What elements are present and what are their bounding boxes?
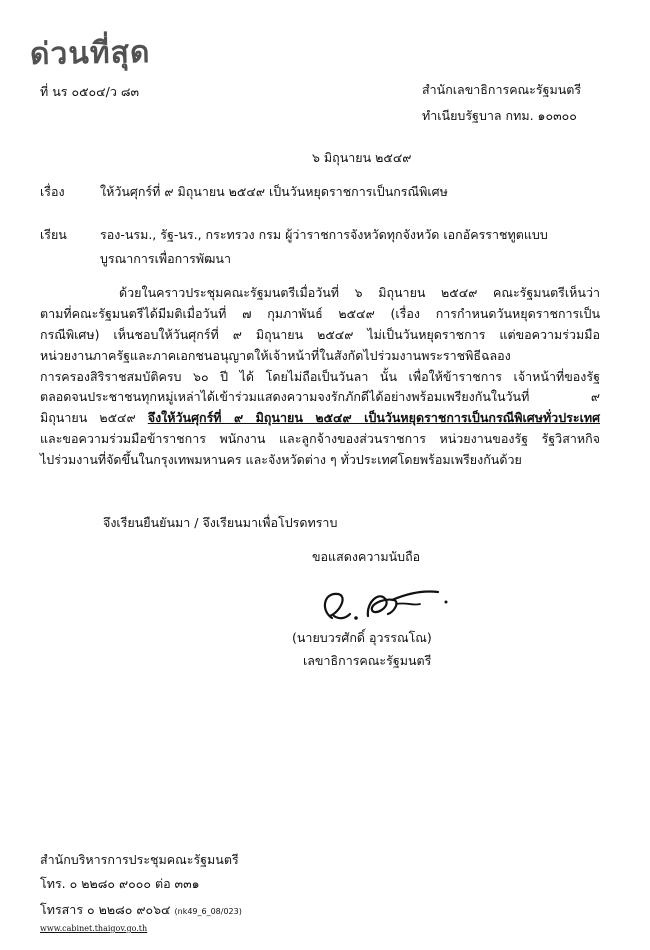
letter-date: ๖ มิถุนายน ๒๕๔๙ (312, 150, 412, 165)
reference-number: ที่ นร ๐๕๐๔/ว ๘๓ (40, 84, 140, 99)
footer-website: www.cabinet.thaigov.go.th (40, 924, 148, 933)
sender-address: ทำเนียบรัฐบาล กทม. ๑๐๓๐๐ (422, 108, 577, 123)
addressee-label: เรียน (40, 227, 67, 242)
body-line (40, 408, 600, 429)
regards: ขอแสดงความนับถือ (312, 549, 421, 564)
closing-phrase: จึงเรียนยืนยันมา / จึงเรียนมาเพื่อโปรดทราบ (103, 515, 338, 530)
body-line: กรณีพิเศษ) เห็นชอบให้วันศุกร์ที่ ๙ มิถุนายน ๒๕๔๙ ไม่เป็นวันหยุดราชการ แต่ขอความร่วมมือ (40, 326, 600, 342)
holiday-announcement: จึงให้วันศุกร์ที่ ๙ มิถุนายน ๒๕๔๙ เป็นวันหยุดราชการเป็นกรณีพิเศษทั่วประเทศ (147, 410, 601, 426)
signatory-title: เลขาธิการคณะรัฐมนตรี (303, 653, 432, 668)
body-line-date: มิถุนายน ๒๕๔๙ (40, 410, 136, 426)
body-line: ตลอดจนประชาชนทุกหมู่เหล่าได้เข้าร่วมแสดงความจงรักภักดีได้อย่างพร้อมเพรียงกันในวันที่ ๙ (40, 389, 600, 405)
letter-body (40, 283, 600, 471)
addressee-line-2: บูรณาการเพื่อการพัฒนา (100, 251, 231, 266)
body-line: ตามที่คณะรัฐมนตรีได้มีมติเมื่อวันที่ ๗ กุมภาพันธ์ ๒๕๔๙ (เรื่อง การกำหนดวันหยุดราชการเป็น (40, 305, 600, 321)
footer-fax-line (40, 900, 242, 922)
body-line: และขอความร่วมมือข้าราชการ พนักงาน และลูกจ้างของส่วนราชการ หน่วยงานของรัฐ รัฐวิสาหกิจ (40, 431, 600, 447)
footer-phone: โทร. ๐ ๒๒๘๐ ๙๐๐๐ ต่อ ๓๓๑ (40, 876, 200, 891)
body-line: ด้วยในคราวประชุมคณะรัฐมนตรีเมื่อวันที่ ๖ มิถุนายน ๒๕๔๙ คณะรัฐมนตรีเห็นว่า (119, 285, 600, 300)
sender-office: สำนักเลขาธิการคณะรัฐมนตรี (422, 82, 582, 97)
body-line: ไปร่วมงานที่จัดขึ้นในกรุงเทพมหานคร และจังหวัดต่าง ๆ ทั่วประเทศโดยพร้อมเพรียงกันด้วย (40, 452, 522, 468)
document-code: (nk49_6_08/023) (174, 907, 242, 916)
body-line: การครองสิริราชสมบัติครบ ๖๐ ปี ได้ โดยไม่ถือเป็นวันลา นั้น เพื่อให้ข้าราชการ เจ้าหน้าที่ของรัฐ (40, 368, 600, 384)
stamp-urgent: ด่วนที่สุด (29, 34, 151, 73)
footer-fax: โทรสาร ๐ ๒๒๘๐ ๙๐๖๔ (40, 902, 171, 917)
addressee-line-1: รอง-นรม., รัฐ-นร., กระทรวง กรม ผู้ว่าราชการจังหวัดทุกจังหวัด เอกอัครราชทูตแบบ (100, 227, 548, 242)
subject-label: เรื่อง (40, 184, 65, 199)
body-line: หน่วยงานภาครัฐและภาคเอกชนอนุญาตให้เจ้าหน้าที่ในสังกัดไปร่วมงานพระราชพิธีฉลอง (40, 347, 511, 363)
signatory-name: (นายบวรศักดิ์ อุวรรณโณ) (292, 630, 432, 645)
handwritten-signature (310, 580, 460, 628)
footer-office: สำนักบริหารการประชุมคณะรัฐมนตรี (40, 852, 239, 867)
subject-text: ให้วันศุกร์ที่ ๙ มิถุนายน ๒๕๔๙ เป็นวันหยุดราชการเป็นกรณีพิเศษ (100, 184, 448, 199)
